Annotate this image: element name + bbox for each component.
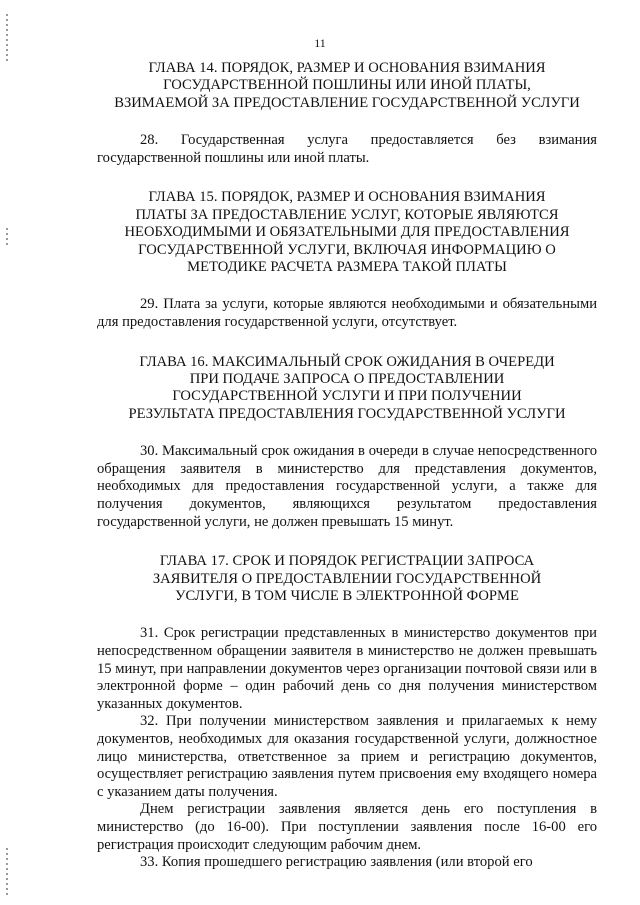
paragraph-32: 32. При получении министерством заявления и прилагаемых к нему документов, необходимых для оказания государственной услуги, должностное лицо министерства, ответственное за прием и регистрацию документов, осуществляет регистрацию заявления путем присвоения ему входящего номера с указанием даты получения. bbox=[97, 713, 597, 800]
heading-line: ГОСУДАРСТВЕННОЙ ПОШЛИНЫ ИЛИ ИНОЙ ПЛАТЫ, bbox=[163, 77, 531, 94]
scan-edge-mark-middle bbox=[6, 228, 8, 246]
heading-line: ГОСУДАРСТВЕННОЙ УСЛУГИ И ПРИ ПОЛУЧЕНИИ bbox=[172, 388, 522, 405]
paragraph-30: 30. Максимальный срок ожидания в очереди в случае непосредственного обращения заявителя в министерство для представления документов, необходимых для предоставления государственной услуги, а также для получения документов, являющихся результатом предоставления государственной услуги, не должен превышать 15 минут. bbox=[97, 443, 597, 530]
heading-line: ПЛАТЫ ЗА ПРЕДОСТАВЛЕНИЕ УСЛУГ, КОТОРЫЕ ЯВЛЯЮТСЯ bbox=[135, 206, 559, 223]
heading-line: ГЛАВА 15. ПОРЯДОК, РАЗМЕР И ОСНОВАНИЯ ВЗИМАНИЯ bbox=[148, 189, 546, 206]
heading-line: ГЛАВА 16. МАКСИМАЛЬНЫЙ СРОК ОЖИДАНИЯ В ОЧЕРЕДИ bbox=[139, 353, 555, 370]
paragraph-31: 31. Срок регистрации представленных в министерство документов при непосредственном обращении заявителя в министерство не должен превышать 15 минут, при направлении документов через организации почтовой связи или в электронной форме – один рабочий день со дня получения министерством указанных документов. bbox=[97, 625, 597, 712]
paragraph-registration-day: Днем регистрации заявления является день его поступления в министерство (до 16-00). При поступлении заявления после 16-00 его регистрация происходит следующим рабочим днем. bbox=[97, 801, 597, 853]
chapter-17-heading bbox=[97, 553, 597, 605]
chapter-14-heading bbox=[97, 60, 597, 112]
heading-line: УСЛУГИ, В ТОМ ЧИСЛЕ В ЭЛЕКТРОННОЙ ФОРМЕ bbox=[175, 588, 519, 605]
heading-line: МЕТОДИКЕ РАСЧЕТА РАЗМЕРА ТАКОЙ ПЛАТЫ bbox=[187, 259, 507, 276]
document-body bbox=[97, 60, 597, 872]
paragraph-28: 28. Государственная услуга предоставляется без взимания государственной пошлины или иной платы. bbox=[97, 132, 597, 166]
heading-line: НЕОБХОДИМЫМИ И ОБЯЗАТЕЛЬНЫМИ ДЛЯ ПРЕДОСТАВЛЕНИЯ bbox=[124, 224, 570, 241]
heading-line: ГЛАВА 14. ПОРЯДОК, РАЗМЕР И ОСНОВАНИЯ ВЗИМАНИЯ bbox=[148, 60, 546, 76]
paragraph-29: 29. Плата за услуги, которые являются необходимыми и обязательными для предоставления государственной услуги, отсутствует. bbox=[97, 296, 597, 331]
heading-line: ГОСУДАРСТВЕННОЙ УСЛУГИ, ВКЛЮЧАЯ ИНФОРМАЦИЮ О bbox=[138, 241, 556, 258]
heading-line: ВЗИМАЕМОЙ ЗА ПРЕДОСТАВЛЕНИЕ ГОСУДАРСТВЕННОЙ УСЛУГИ bbox=[114, 94, 580, 111]
heading-line: ЗАЯВИТЕЛЯ О ПРЕДОСТАВЛЕНИИ ГОСУДАРСТВЕННОЙ bbox=[152, 570, 542, 587]
heading-line: РЕЗУЛЬТАТА ПРЕДОСТАВЛЕНИЯ ГОСУДАРСТВЕННОЙ УСЛУГИ bbox=[128, 405, 566, 422]
heading-line: ПРИ ПОДАЧЕ ЗАПРОСА О ПРЕДОСТАВЛЕНИИ bbox=[189, 371, 505, 388]
page-number: 11 bbox=[314, 36, 326, 50]
heading-line: ГЛАВА 17. СРОК И ПОРЯДОК РЕГИСТРАЦИИ ЗАПРОСА bbox=[159, 553, 535, 570]
scan-edge-mark-bottom bbox=[6, 848, 8, 898]
chapter-16-heading bbox=[97, 354, 597, 424]
chapter-15-heading bbox=[97, 189, 597, 276]
paragraph-33: 33. Копия прошедшего регистрацию заявления (или второй его bbox=[140, 854, 533, 871]
